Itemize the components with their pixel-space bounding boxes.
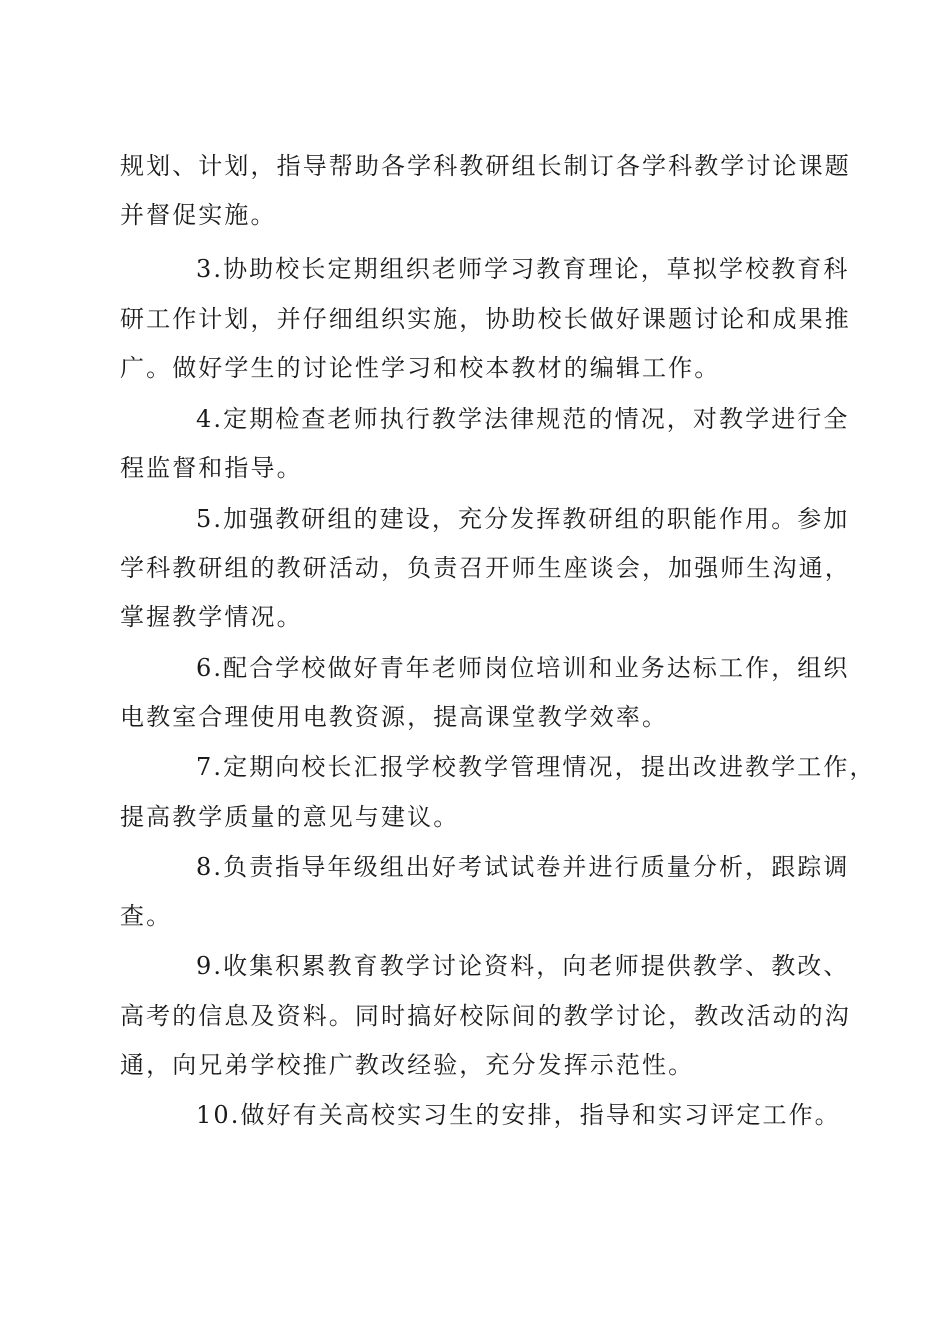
item-9-line-1: 9.收集积累教育教学讨论资料，向老师提供教学、教改、 [196, 952, 850, 980]
item-3-line-3: 广。做好学生的讨论性学习和校本教材的编辑工作。 [120, 354, 721, 382]
item-5-line-2: 学科教研组的教研活动，负责召开师生座谈会，加强师生沟通， [120, 554, 851, 582]
item-6-line-1: 6.配合学校做好青年老师岗位培训和业务达标工作，组织 [196, 654, 850, 682]
item-3-line-1: 3.协助校长定期组织老师学习教育理论，草拟学校教育科 [196, 255, 850, 283]
item-5-line-1: 5.加强教研组的建设，充分发挥教研组的职能作用。参加 [196, 505, 850, 533]
item-10-line-1: 10.做好有关高校实习生的安排，指导和实习评定工作。 [196, 1101, 841, 1129]
item-6-line-2: 电教室合理使用电教资源，提高课堂教学效率。 [120, 703, 669, 731]
item-4-line-2: 程监督和指导。 [120, 454, 303, 482]
item-8-line-2: 查。 [120, 902, 173, 930]
text-line-2: 并督促实施。 [120, 201, 277, 229]
item-5-line-3: 掌握教学情况。 [120, 603, 303, 631]
item-4-line-1: 4.定期检查老师执行教学法律规范的情况，对教学进行全 [196, 405, 850, 433]
item-7-line-2: 提高教学质量的意见与建议。 [120, 803, 460, 831]
item-3-line-2: 研工作计划，并仔细组织实施，协助校长做好课题讨论和成果推 [120, 305, 851, 333]
item-7-line-1: 7.定期向校长汇报学校教学管理情况，提出改进教学工作， [196, 753, 876, 781]
text-line-1: 规划、计划，指导帮助各学科教研组长制订各学科教学讨论课题 [120, 152, 851, 180]
item-8-line-1: 8.负责指导年级组出好考试试卷并进行质量分析，跟踪调 [196, 853, 850, 881]
item-9-line-3: 通，向兄弟学校推广教改经验，充分发挥示范性。 [120, 1051, 695, 1079]
item-9-line-2: 高考的信息及资料。同时搞好校际间的教学讨论，教改活动的沟 [120, 1002, 851, 1030]
